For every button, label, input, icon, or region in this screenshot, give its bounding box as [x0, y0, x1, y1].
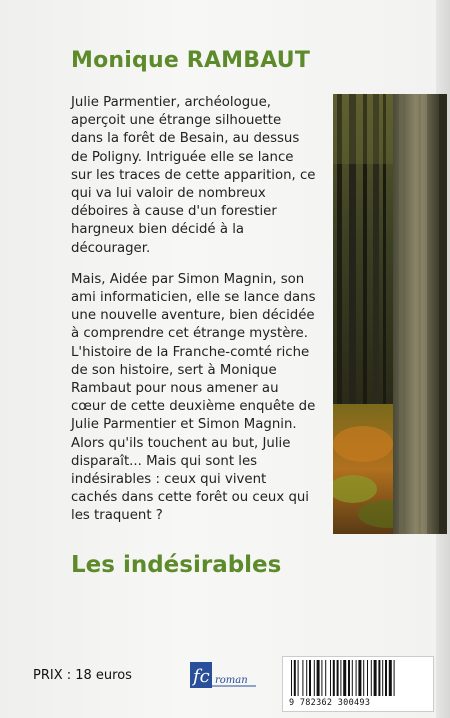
book-title: Les indésirables — [71, 552, 282, 578]
barcode-bar — [294, 660, 296, 696]
barcode-bar — [302, 660, 303, 696]
barcode-bar — [309, 660, 311, 696]
barcode-bar — [317, 660, 320, 696]
barcode-bar — [298, 660, 299, 696]
barcode-bar — [378, 660, 380, 696]
barcode-bar — [348, 660, 350, 696]
barcode-bar — [389, 660, 392, 696]
barcode-bar — [394, 660, 395, 696]
barcode-bar — [321, 660, 322, 696]
barcode-bar — [337, 660, 339, 696]
barcode-bar — [330, 660, 331, 696]
barcode-bar — [371, 660, 372, 696]
blurb — [71, 94, 316, 539]
barcode-bar — [343, 660, 346, 696]
price-label: PRIX : 18 euros — [33, 668, 132, 683]
blurb-paragraph-2: Mais, Aidée par Simon Magnin, son ami informaticien, elle se lance dans une nouvelle aventure, bien décidée à comprendre cet étrange mystère. L'histoire de la Franche-comté riche de son histoire, sert à Monique Rambaut pour nous amener au cœur de cette deuxième enquête de Julie Parmentier et Simon Magnin. Alors qu'ils touchent au but, Julie disparaît... Mais qui sont les indésirables : ceux qui vivent cachés dans cette forêt ou ceux qui les traquent ? — [71, 271, 316, 524]
barcode-bar — [367, 660, 368, 696]
forest-image — [333, 94, 447, 534]
barcode-number: 9 782362 300493 — [289, 698, 371, 708]
barcode-bar — [363, 660, 364, 696]
barcode-bar — [340, 660, 341, 696]
barcode-bars — [283, 657, 433, 697]
barcode-bar — [356, 660, 357, 696]
barcode-bar — [291, 660, 292, 696]
barcode-bar — [314, 660, 315, 696]
barcode-bar — [352, 660, 353, 696]
forest-photo — [333, 94, 447, 534]
publisher-logo-text: roman — [215, 675, 248, 686]
barcode-bar — [374, 660, 377, 696]
barcode-bar — [325, 660, 326, 696]
blurb-paragraph-1: Julie Parmentier, archéologue, aperçoit une étrange silhouette dans la forêt de Besain, au dessus de Poligny. Intriguée elle se lance sur les traces de cette apparition, ce qui va lui valoir de nombreux déboires à cause d'un forestier hargneux bien décidé à la décourager. — [71, 95, 316, 256]
barcode-bar — [333, 660, 335, 696]
barcode-bar — [306, 660, 307, 696]
author-name: Monique RAMBAUT — [71, 48, 311, 73]
barcode-bar — [358, 660, 361, 696]
barcode-bar — [385, 660, 387, 696]
svg-text:fc: fc — [193, 666, 210, 687]
barcode-bar — [382, 660, 383, 696]
